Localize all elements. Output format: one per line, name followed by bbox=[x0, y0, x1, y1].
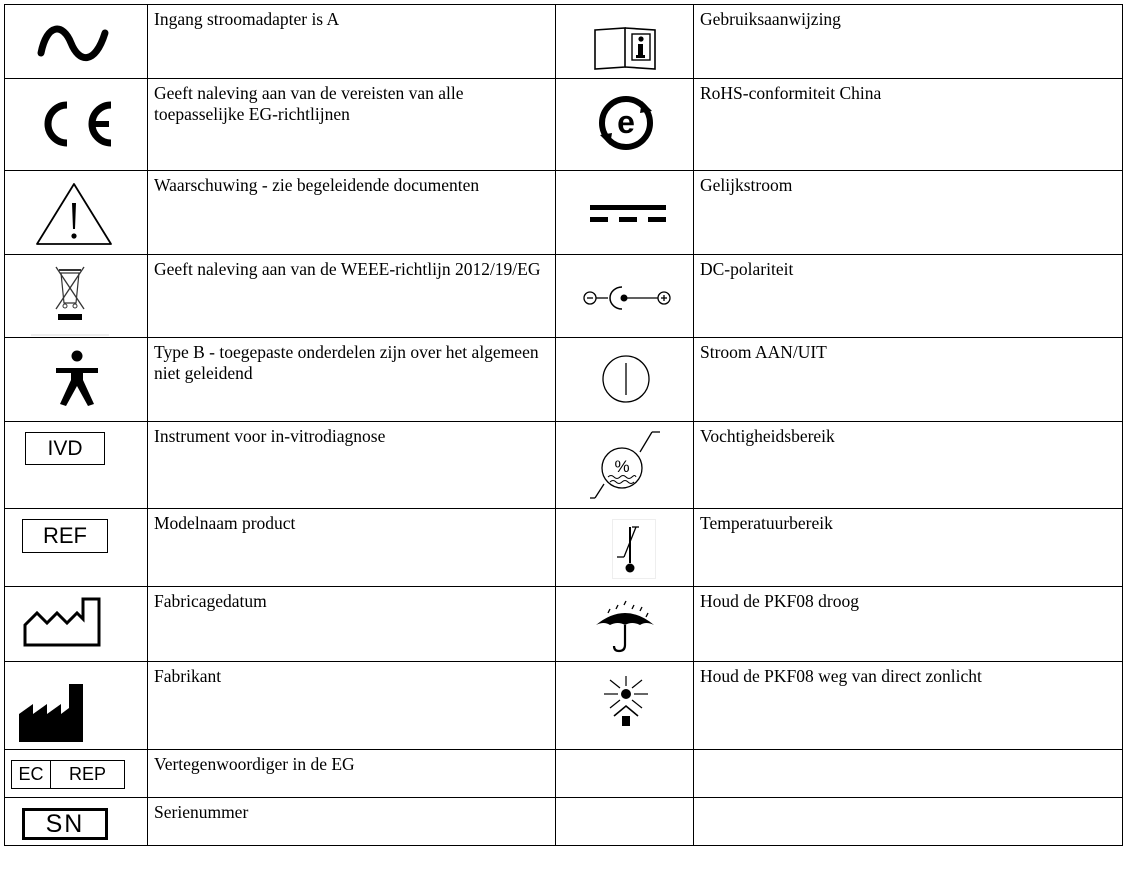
row-description: Fabrikant bbox=[148, 662, 556, 750]
table-row bbox=[5, 255, 1123, 338]
table-row bbox=[5, 171, 1123, 255]
temperature-range-icon bbox=[556, 509, 694, 587]
empty-cell bbox=[556, 750, 694, 798]
ivd-icon bbox=[5, 422, 148, 509]
row-description: DC-polariteit bbox=[694, 255, 1123, 338]
row-description: Waarschuwing - zie begeleidende documenten bbox=[148, 171, 556, 255]
instructions-icon bbox=[556, 5, 694, 79]
row-description bbox=[694, 750, 1123, 798]
ec-rep-box bbox=[11, 760, 125, 789]
ec-label: EC bbox=[12, 761, 51, 788]
table-row bbox=[5, 5, 1123, 79]
keep-from-sunlight-icon bbox=[556, 662, 694, 750]
ref-label: REF bbox=[22, 519, 108, 553]
humidity-range-icon bbox=[556, 422, 694, 509]
rep-label: REP bbox=[68, 763, 106, 784]
weee-bin-icon bbox=[5, 255, 148, 338]
serial-number-icon bbox=[5, 798, 148, 846]
row-description: Geeft naleving aan van de WEEE-richtlijn 2012/19/EG bbox=[148, 255, 556, 338]
table-row bbox=[5, 422, 1123, 509]
row-description: Houd de PKF08 weg van direct zonlicht bbox=[694, 662, 1123, 750]
manufacture-date-icon bbox=[5, 587, 148, 662]
direct-current-icon bbox=[556, 171, 694, 255]
keep-dry-umbrella-icon bbox=[556, 587, 694, 662]
ce-mark-icon bbox=[5, 79, 148, 171]
table-row bbox=[5, 509, 1123, 587]
symbols-table bbox=[4, 4, 1123, 846]
row-description: Type B - toegepaste onderdelen zijn over het algemeen niet geleidend bbox=[148, 338, 556, 422]
type-b-person-icon bbox=[5, 338, 148, 422]
dc-polarity-icon bbox=[556, 255, 694, 338]
rohs-china-icon bbox=[556, 79, 694, 171]
svg-text:%: % bbox=[614, 457, 630, 476]
ec-rep-icon bbox=[5, 750, 148, 798]
row-description: Vertegenwoordiger in de EG bbox=[148, 750, 556, 798]
row-description: Geeft naleving aan van de vereisten van alle toepasselijke EG-richtlijnen bbox=[148, 79, 556, 171]
table-row bbox=[5, 662, 1123, 750]
warning-triangle-icon bbox=[5, 171, 148, 255]
ac-input-icon bbox=[5, 5, 148, 79]
row-description: Modelnaam product bbox=[148, 509, 556, 587]
row-description: Ingang stroomadapter is A bbox=[148, 5, 556, 79]
ivd-label: IVD bbox=[25, 432, 105, 465]
table-row bbox=[5, 750, 1123, 798]
sn-label: SN bbox=[22, 808, 108, 840]
row-description bbox=[694, 798, 1123, 846]
row-description: Serienummer bbox=[148, 798, 556, 846]
svg-text:e: e bbox=[617, 104, 635, 140]
manufacturer-factory-icon bbox=[5, 662, 148, 750]
power-on-off-icon bbox=[556, 338, 694, 422]
row-description: Vochtigheidsbereik bbox=[694, 422, 1123, 509]
row-description: Instrument voor in-vitrodiagnose bbox=[148, 422, 556, 509]
table-row bbox=[5, 587, 1123, 662]
row-description: Temperatuurbereik bbox=[694, 509, 1123, 587]
ref-icon bbox=[5, 509, 148, 587]
table-row bbox=[5, 798, 1123, 846]
row-description: Houd de PKF08 droog bbox=[694, 587, 1123, 662]
row-description: Gelijkstroom bbox=[694, 171, 1123, 255]
table-row bbox=[5, 79, 1123, 171]
row-description: RoHS-conformiteit China bbox=[694, 79, 1123, 171]
row-description: Fabricagedatum bbox=[148, 587, 556, 662]
empty-cell bbox=[556, 798, 694, 846]
table-row bbox=[5, 338, 1123, 422]
row-description: Gebruiksaanwijzing bbox=[694, 5, 1123, 79]
row-description: Stroom AAN/UIT bbox=[694, 338, 1123, 422]
